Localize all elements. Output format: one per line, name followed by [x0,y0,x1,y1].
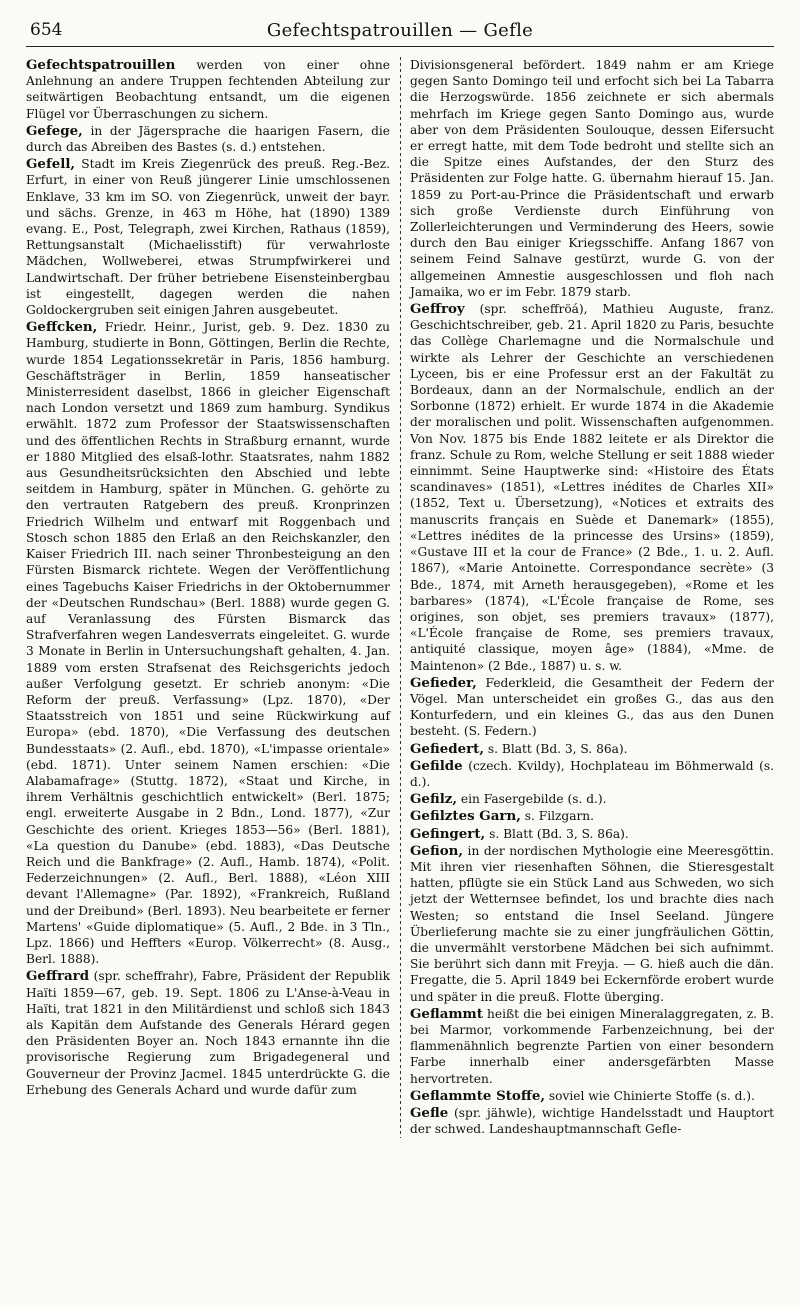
right-column [410,57,774,1138]
entry-headword: Geffroy [410,301,465,318]
entry-headword: Gefechtspatrouillen [26,57,176,73]
entry-text: heißt die bei einigen Mineralaggregaten, z. B. bei Marmor, vorkommende Farbenzeichnung, bei der flammenähnlich begrenzte Partien von einer besondern Farbe innerhalb einer andersgefärbten Masse hervortreten. [410,1006,774,1086]
entry-text: in der Jägersprache die haarigen Fasern, die durch das Abreiben des Bastes (s. d.) entstehen. [26,123,390,155]
dictionary-entry [410,301,774,674]
entry-headword: Gefion, [410,842,464,859]
entry-headword: Gefle [410,1105,449,1121]
entry-headword: Gefilz, [410,791,458,808]
entry-headword: Gefilde [410,757,463,774]
entry-text: ein Fasergebilde (s. d.). [457,792,607,807]
dictionary-entry [410,826,774,842]
dictionary-entry [410,1105,774,1137]
entry-text: (spr. jähwle), wichtige Handelsstadt und Hauptort der schwed. Landeshauptmannschaft Gefle- [410,1106,774,1137]
entry-headword: Gefieder, [410,674,477,691]
page-number: 654 [30,20,63,40]
entry-text: soviel wie Chinierte Stoffe (s. d.). [545,1088,755,1103]
dictionary-entry [26,57,390,122]
column-divider [400,57,401,1138]
entry-text: (spr. scheffrahr), Fabre, Präsident der Republik Haïti 1859—67, geb. 19. Sept. 1806 zu L'Anse-à-Veau in Haïti, trat 1821 in den Militärdienst und schloß sich 1843 als Kapitän dem Aufstande des Generals Hérard gegen den Präsidenten Boyer an. Noch 1843 ernannte ihn die provisorische Regierung zum Brigadegeneral und Gouverneur der Provinz Jacmel. 1845 unterdrückte G. die Erhebung des Generals Achard und wurde dafür zum [26,969,390,1097]
entry-text: (spr. scheffröá), Mathieu Auguste, franz. Geschichtschreiber, geb. 21. April 1820 zu Paris, besuchte das Collège Charlemagne und die Normalschule und wirkte als Lehrer der Geschichte an verschiedenen Lyceen, bis er eine Professur erst an der Fakultät zu Bordeaux, dann an der Normalschule, endlich an der Sorbonne (1872) erhielt. Er wurde 1874 in die Akademie der moralischen und polit. Wissenschaften aufgenommen. Von Nov. 1875 bis Ende 1882 leitete er als Direktor die franz. Schule zu Rom, welche Stellung er seit 1888 wieder einnimmt. Seine Hauptwerke sind: «Histoire des États scandinaves» (1851), «Lettres inédites de Charles XII» (1852, Text u. Übersetzung), «Notices et extraits des manuscrits français en Suède et Danemark» (1855), «Lettres inédites de la princesse des Ursins» (1859), «Gustave III et la cour de France» (2 Bde., 1. u. 2. Aufl. 1867), «Marie Antoinette. Correspondance secrète» (3 Bde., 1874, mit Arneth herausgegeben), «Rome et les barbares» (1874), «L'École française de Rome, ses origines, son objet, ses premiers travaux» (1877), «L'École française de Rome, ses premiers travaux, antiquité classique, moyen âge» (1884), «Mme. de Maintenon» (2 Bde., 1887) u. s. w. [410,302,774,673]
entry-headword: Geffrard [26,968,90,985]
dictionary-entry [26,123,390,155]
page-header [26,20,774,47]
entry-text: s. Filzgarn. [520,809,595,824]
dictionary-entry [410,1006,774,1087]
entry-text: Stadt im Kreis Ziegenrück des preuß. Reg.-Bez. Erfurt, in einer von Reuß jüngerer Linie umschlossenen Enklave, 33 km im SO. von Ziegenrück, unweit der bayr. und sächs. Grenze, in 463 m Höhe, hat (1890) 1389 evang. E., Post, Telegraph, zwei Kirchen, Rathaus (1859), Rettungsanstalt (Michaelisstift) für verwahrloste Mädchen, Wollweberei, etwas Strumpfwirkerei und Landwirtschaft. Der früher betriebene Eisensteinbergbau ist eingestellt, dagegen werden die nahen Goldockergruben seit einigen Jahren ausgebeutet. [26,157,390,318]
dictionary-entry [410,675,774,740]
dictionary-entry [26,319,390,967]
entry-text: Divisionsgeneral befördert. 1849 nahm er am Kriege gegen Santo Domingo teil und erfocht sich bei La Tabarra die Herzogswürde. 1856 zeichnete er sich abermals mehrfach im Kriege gegen Santo Domingo aus, wurde aber von dem Präsidenten Soulouque, dessen Eifersucht er erregt hatte, mit dem Tode bedroht und stellte sich an die Spitze eines Aufstandes, der den Sturz des Präsidenten zur Folge hatte. G. übernahm hierauf 15. Jan. 1859 zu Port-au-Prince die Präsidentschaft und erwarb sich große Verdienste durch Einführung von Zollerleichterungen und Verminderung des Heers, sowie durch den Bau einiger Kriegsschiffe. Anfang 1867 von seinem Feind Salnave gestürzt, wurde G. von der allgemeinen Amnestie ausgeschlossen und floh nach Jamaika, wo er im Febr. 1879 starb. [410,58,774,299]
entry-text: s. Blatt (Bd. 3, S. 86a). [484,741,628,756]
entry-text: Friedr. Heinr., Jurist, geb. 9. Dez. 1830 zu Hamburg, studierte in Bonn, Göttingen, Berlin die Rechte, wurde 1854 Legationssekretär in Paris, 1856 hamburg. Geschäftsträger in Berlin, 1859 hanseatischer Ministerresident daselbst, 1866 in gleicher Eigenschaft nach London versetzt und 1869 zum hamburg. Syndikus erwählt. 1872 zum Professor der Staatswissenschaften und des öffentlichen Rechts in Straßburg ernannt, wurde er 1880 Mitglied des elsaß-lothr. Staatsrates, nahm 1882 aus Gesundheitsrücksichten den Abschied und lebte seitdem in Hamburg, später in München. G. gehörte zu den vertrauten Ratgebern des preuß. Kronprinzen Friedrich Wilhelm und entwarf mit Roggenbach und Stosch schon 1885 den Erlaß an den Reichskanzler, den Kaiser Friedrich III. nach seiner Thronbesteigung an den Fürsten Bismarck richtete. Wegen der Veröffentlichung eines Tagebuchs Kaiser Friedrichs in der Oktobernummer der «Deutschen Rundschau» (Berl. 1888) wurde gegen G. auf Veranlassung des Fürsten Bismarck das Strafverfahren wegen Landesverrats eingeleitet. G. wurde 3 Monate in Berlin in Untersuchungshaft gehalten, 4. Jan. 1889 vom ersten Strafsenat des Reichsgerichts jedoch außer Verfolgung gesetzt. Er schrieb anonym: «Die Reform der preuß. Verfassung» (Lpz. 1870), «Der Staatsstreich von 1851 und seine Rückwirkung auf Europa» (ebd. 1870), «Die Verfassung des deutschen Bundesstaats» (2. Aufl., ebd. 1870), «L'impasse orientale» (ebd. 1871). Unter seinem Namen erschien: «Die Alabamafrage» (Stuttg. 1872), «Staat und Kirche, in ihrem Verhältnis geschichtlich entwickelt» (Berl. 1875; engl. erweiterte Ausgabe in 2 Bdn., Lond. 1877), «Zur Geschichte des orient. Krieges 1853—56» (Berl. 1881), «La question du Danube» (ebd. 1883), «Das Deutsche Reich und die Bankfrage» (2. Aufl., Hamb. 1874), «Polit. Federzeichnungen» (2. Aufl., Berl. 1888), «Léon XIII devant l'Allemagne» (Par. 1892), «Frankreich, Rußland und der Dreibund» (Berl. 1893). Neu bearbeitete er ferner Martens' «Guide diplomatique» (5. Aufl., 2 Bde. in 3 Tln., Lpz. 1866) und Heffters «Europ. Völkerrecht» (8. Ausg., Berl. 1888). [26,320,390,967]
dictionary-entry [410,57,774,300]
dictionary-entry [26,156,390,318]
dictionary-entry [410,791,774,807]
dictionary-entry [410,1088,774,1104]
text-columns [26,57,774,1138]
dictionary-entry [410,741,774,757]
entry-text: (czech. Kvildy), Hochplateau im Böhmerwald (s. d.). [410,758,774,789]
entry-text: werden von einer ohne Anlehnung an andere Truppen fechtenden Abteilung zur seitwärtigen Beobachtung entsandt, um die eigenen Flügel vor Überraschungen zu sichern. [26,58,390,121]
entry-text: s. Blatt (Bd. 3, S. 86a). [485,826,629,841]
entry-headword: Geffcken, [26,319,98,336]
entry-headword: Gefell, [26,156,76,173]
entry-headword: Gefiedert, [410,740,484,757]
dictionary-entry [410,843,774,1005]
entry-text: in der nordischen Mythologie eine Meeresgöttin. Mit ihren vier riesenhaften Söhnen, die Stieresgestalt hatten, pflügte sie ein Stück Land aus Schweden, wo sich jetzt der Wetternsee befindet, los und brachte dies nach Westen; so entstand die Insel Seeland. Jüngere Überlieferung machte sie zu einer jungfräulichen Göttin, die unvermählt verstorbene Mädchen bei sich aufnimmt. Sie berührt sich dann mit Freyja. — G. hieß auch die dän. Fregatte, die 5. April 1849 bei Eckernförde erobert wurde und später in die preuß. Flotte überging. [410,843,774,1004]
entry-headword: Geflammte Stoffe, [410,1087,546,1104]
dictionary-entry [410,808,774,824]
entry-headword: Gefingert, [410,825,486,842]
entry-headword: Gefege, [26,122,83,139]
entry-headword: Geflammt [410,1005,483,1022]
entry-headword: Gefilztes Garn, [410,808,521,825]
dictionary-entry [410,758,774,790]
entry-text: Federkleid, die Gesamtheit der Federn der Vögel. Man unterscheidet ein großes G., das aus den Konturfedern, und ein kleines G., das aus den Dunen besteht. (S. Federn.) [410,675,774,739]
dictionary-entry [26,968,390,1098]
running-title: Gefechtspatrouillen — Gefle [266,20,534,41]
left-column [26,57,390,1138]
